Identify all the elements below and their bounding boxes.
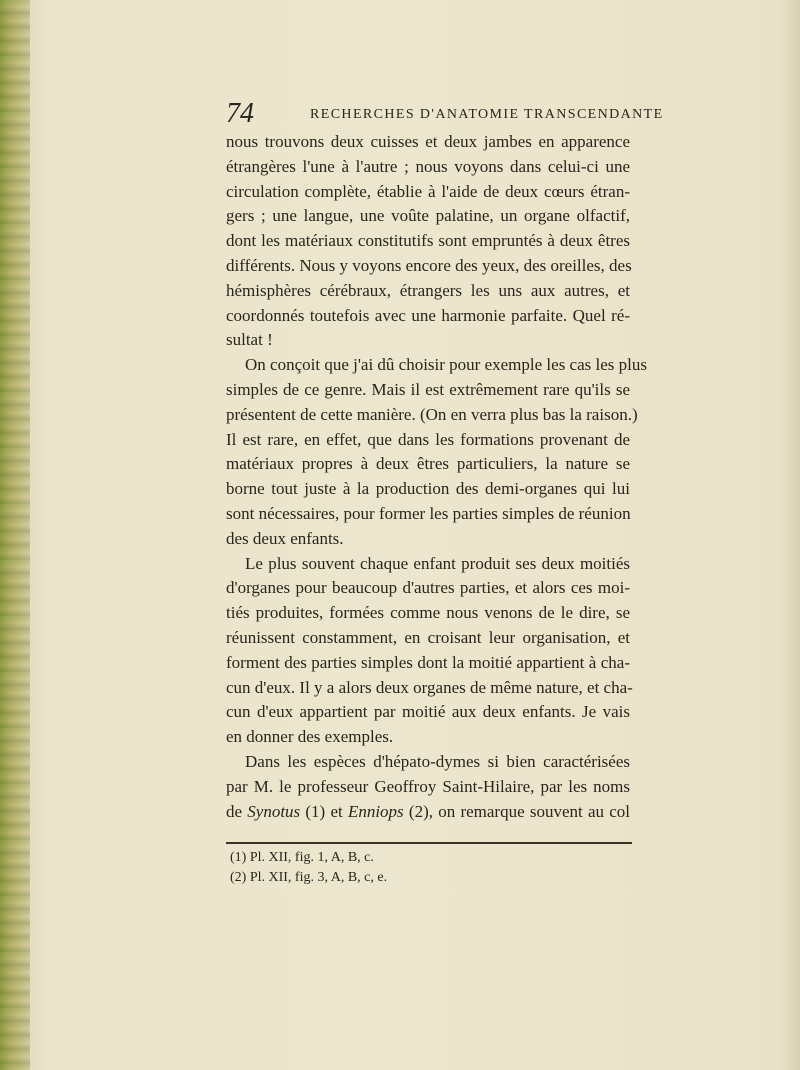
text-line: nous trouvons deux cuisses et deux jambes en apparence	[226, 132, 630, 151]
text-line: étrangères l'une à l'autre ; nous voyons dans celui-ci une	[226, 156, 630, 176]
page-binding-edge	[0, 0, 30, 1070]
footnote: (2) Pl. XII, fig. 3, A, B, c, e.	[230, 870, 388, 885]
taxon-synotus: Synotus	[247, 801, 301, 821]
text-line: coordonnés toutefois avec une harmonie parfaite. Quel ré-	[226, 305, 630, 325]
text-line: matériaux propres à deux êtres particuliers, la nature se	[226, 454, 630, 474]
footnotes	[230, 848, 387, 888]
page-header	[226, 98, 664, 132]
text-line: gers ; une langue, une voûte palatine, un organe olfactif,	[226, 206, 630, 226]
body-text	[226, 130, 647, 824]
text-line: simples de ce genre. Mais il est extrêmement rare qu'ils se	[226, 379, 630, 399]
text-line: présentent de cette manière. (On en verra plus bas la raison.)	[226, 404, 638, 424]
text-line: cun d'eux appartient par moitié aux deux enfants. Je vais	[226, 702, 630, 722]
paragraph-start-line: On conçoit que j'ai dû choisir pour exemple les cas les plus	[245, 355, 647, 375]
text-line: hémisphères cérébraux, étrangers les uns aux autres, et	[226, 280, 630, 300]
text-line: cun d'eux. Il y a alors deux organes de même nature, et cha-	[226, 677, 633, 697]
text-line: borne tout juste à la production des demi-organes qui lui	[226, 479, 630, 499]
text-line: tiés produites, formées comme nous venons de le dire, se	[226, 603, 630, 623]
text-line: circulation complète, établie à l'aide de deux cœurs étran-	[226, 181, 630, 201]
page-number: 74	[226, 98, 254, 129]
text-line: des deux enfants.	[226, 528, 344, 548]
text-line: en donner des exemples.	[226, 727, 394, 747]
text-line: dont les matériaux constitutifs sont empruntés à deux êtres	[226, 231, 630, 251]
text-line: par M. le professeur Geoffroy Saint-Hilaire, par les noms	[226, 776, 630, 796]
footnote: (1) Pl. XII, fig. 1, A, B, c.	[230, 850, 374, 865]
text-line: sont nécessaires, pour former les parties simples de réunion	[226, 503, 631, 523]
text-line: réunissent constamment, en croisant leur organisation, et	[226, 627, 630, 647]
taxon-enniops: Enniops	[347, 801, 404, 821]
footnote-divider	[226, 842, 632, 844]
text-line: sultat !	[226, 330, 273, 350]
text-line: différents. Nous y voyons encore des yeux, des oreilles, des	[226, 255, 632, 275]
text-line: forment des parties simples dont la moitié appartient à cha-	[226, 652, 630, 672]
text-line: d'organes pour beaucoup d'autres parties, et alors ces moi-	[226, 578, 630, 598]
text-line: Il est rare, en effet, que dans les formations provenant de	[226, 429, 630, 449]
text-line-with-italics: de Synotus (1) et Enniops (2), on remarque souvent au col	[226, 801, 631, 821]
paragraph-start-line: Dans les espèces d'hépato-dymes si bien caractérisées	[245, 751, 630, 771]
paragraph-start-line: Le plus souvent chaque enfant produit ses deux moitiés	[245, 553, 630, 573]
running-title: RECHERCHES D'ANATOMIE TRANSCENDANTE	[310, 107, 664, 122]
